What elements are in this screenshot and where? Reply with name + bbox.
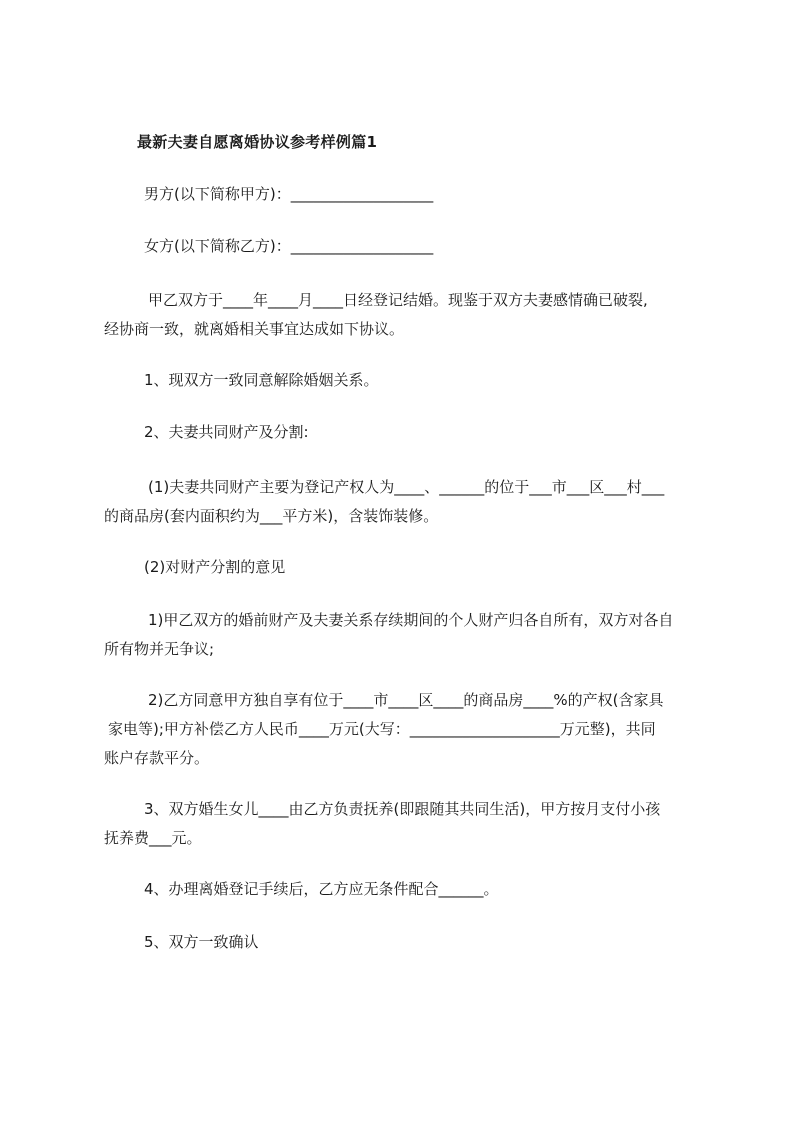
clause-4: [144, 875, 744, 904]
clause-2-2-1: [104, 606, 704, 664]
clause-2-2-2-line-2: 家电等);甲方补偿乙方人民币____万元(大写：____________________万元整)，共同: [108, 720, 656, 738]
clause-2-2-2: [104, 686, 696, 773]
clause-2-1-line-2: 的商品房(套内面积约为___平方米)，含装饰装修。: [104, 507, 439, 525]
clause-1: [144, 366, 744, 395]
clause-2-2-text: (2)对财产分割的意见: [144, 558, 286, 576]
clause-1-text: 1、现双方一致同意解除婚姻关系。: [144, 371, 379, 389]
document-title: 最新夫妻自愿离婚协议参考样例篇1: [137, 133, 378, 151]
clause-2-text: 2、夫妻共同财产及分割:: [144, 423, 309, 441]
clause-3-line-1: 3、双方婚生女儿____由乙方负责抚养(即跟随其共同生活)，甲方按月支付小孩: [144, 800, 661, 818]
clause-2-2: [144, 553, 744, 582]
clause-4-text: 4、办理离婚登记手续后，乙方应无条件配合______。: [144, 880, 499, 898]
clause-3: [104, 795, 704, 853]
intro-line-2: 经协商一致，就离婚相关事宜达成如下协议。: [104, 320, 405, 338]
wife-line: [144, 232, 744, 261]
husband-line: [144, 180, 744, 209]
clause-5-text: 5、双方一致确认: [144, 933, 259, 951]
husband-line-text: 男方(以下简称甲方)：___________________: [144, 185, 434, 203]
intro-line-1: 甲乙双方于____年____月____日经登记结婚。现鉴于双方夫妻感情确已破裂,: [148, 291, 648, 309]
clause-2-2-1-line-1: 1)甲乙双方的婚前财产及夫妻关系存续期间的个人财产归各自所有，双方对各自: [148, 611, 674, 629]
clause-5: [144, 928, 744, 957]
clause-2-2-2-line-1: 2)乙方同意甲方独自享有位于____市____区____的商品房____%的产权(含家具: [148, 691, 664, 709]
clause-2-2-2-line-3: 账户存款平分。: [104, 749, 210, 767]
clause-2-2-1-line-2: 所有物并无争议;: [104, 640, 215, 658]
intro-paragraph: [104, 286, 704, 344]
clause-2-1-line-1: (1)夫妻共同财产主要为登记产权人为____、______的位于___市___区___村___: [148, 478, 665, 496]
clause-3-line-2: 抚养费___元。: [104, 829, 202, 847]
clause-2: [144, 418, 744, 447]
wife-line-text: 女方(以下简称乙方)：___________________: [144, 237, 434, 255]
clause-2-1: [104, 473, 704, 531]
